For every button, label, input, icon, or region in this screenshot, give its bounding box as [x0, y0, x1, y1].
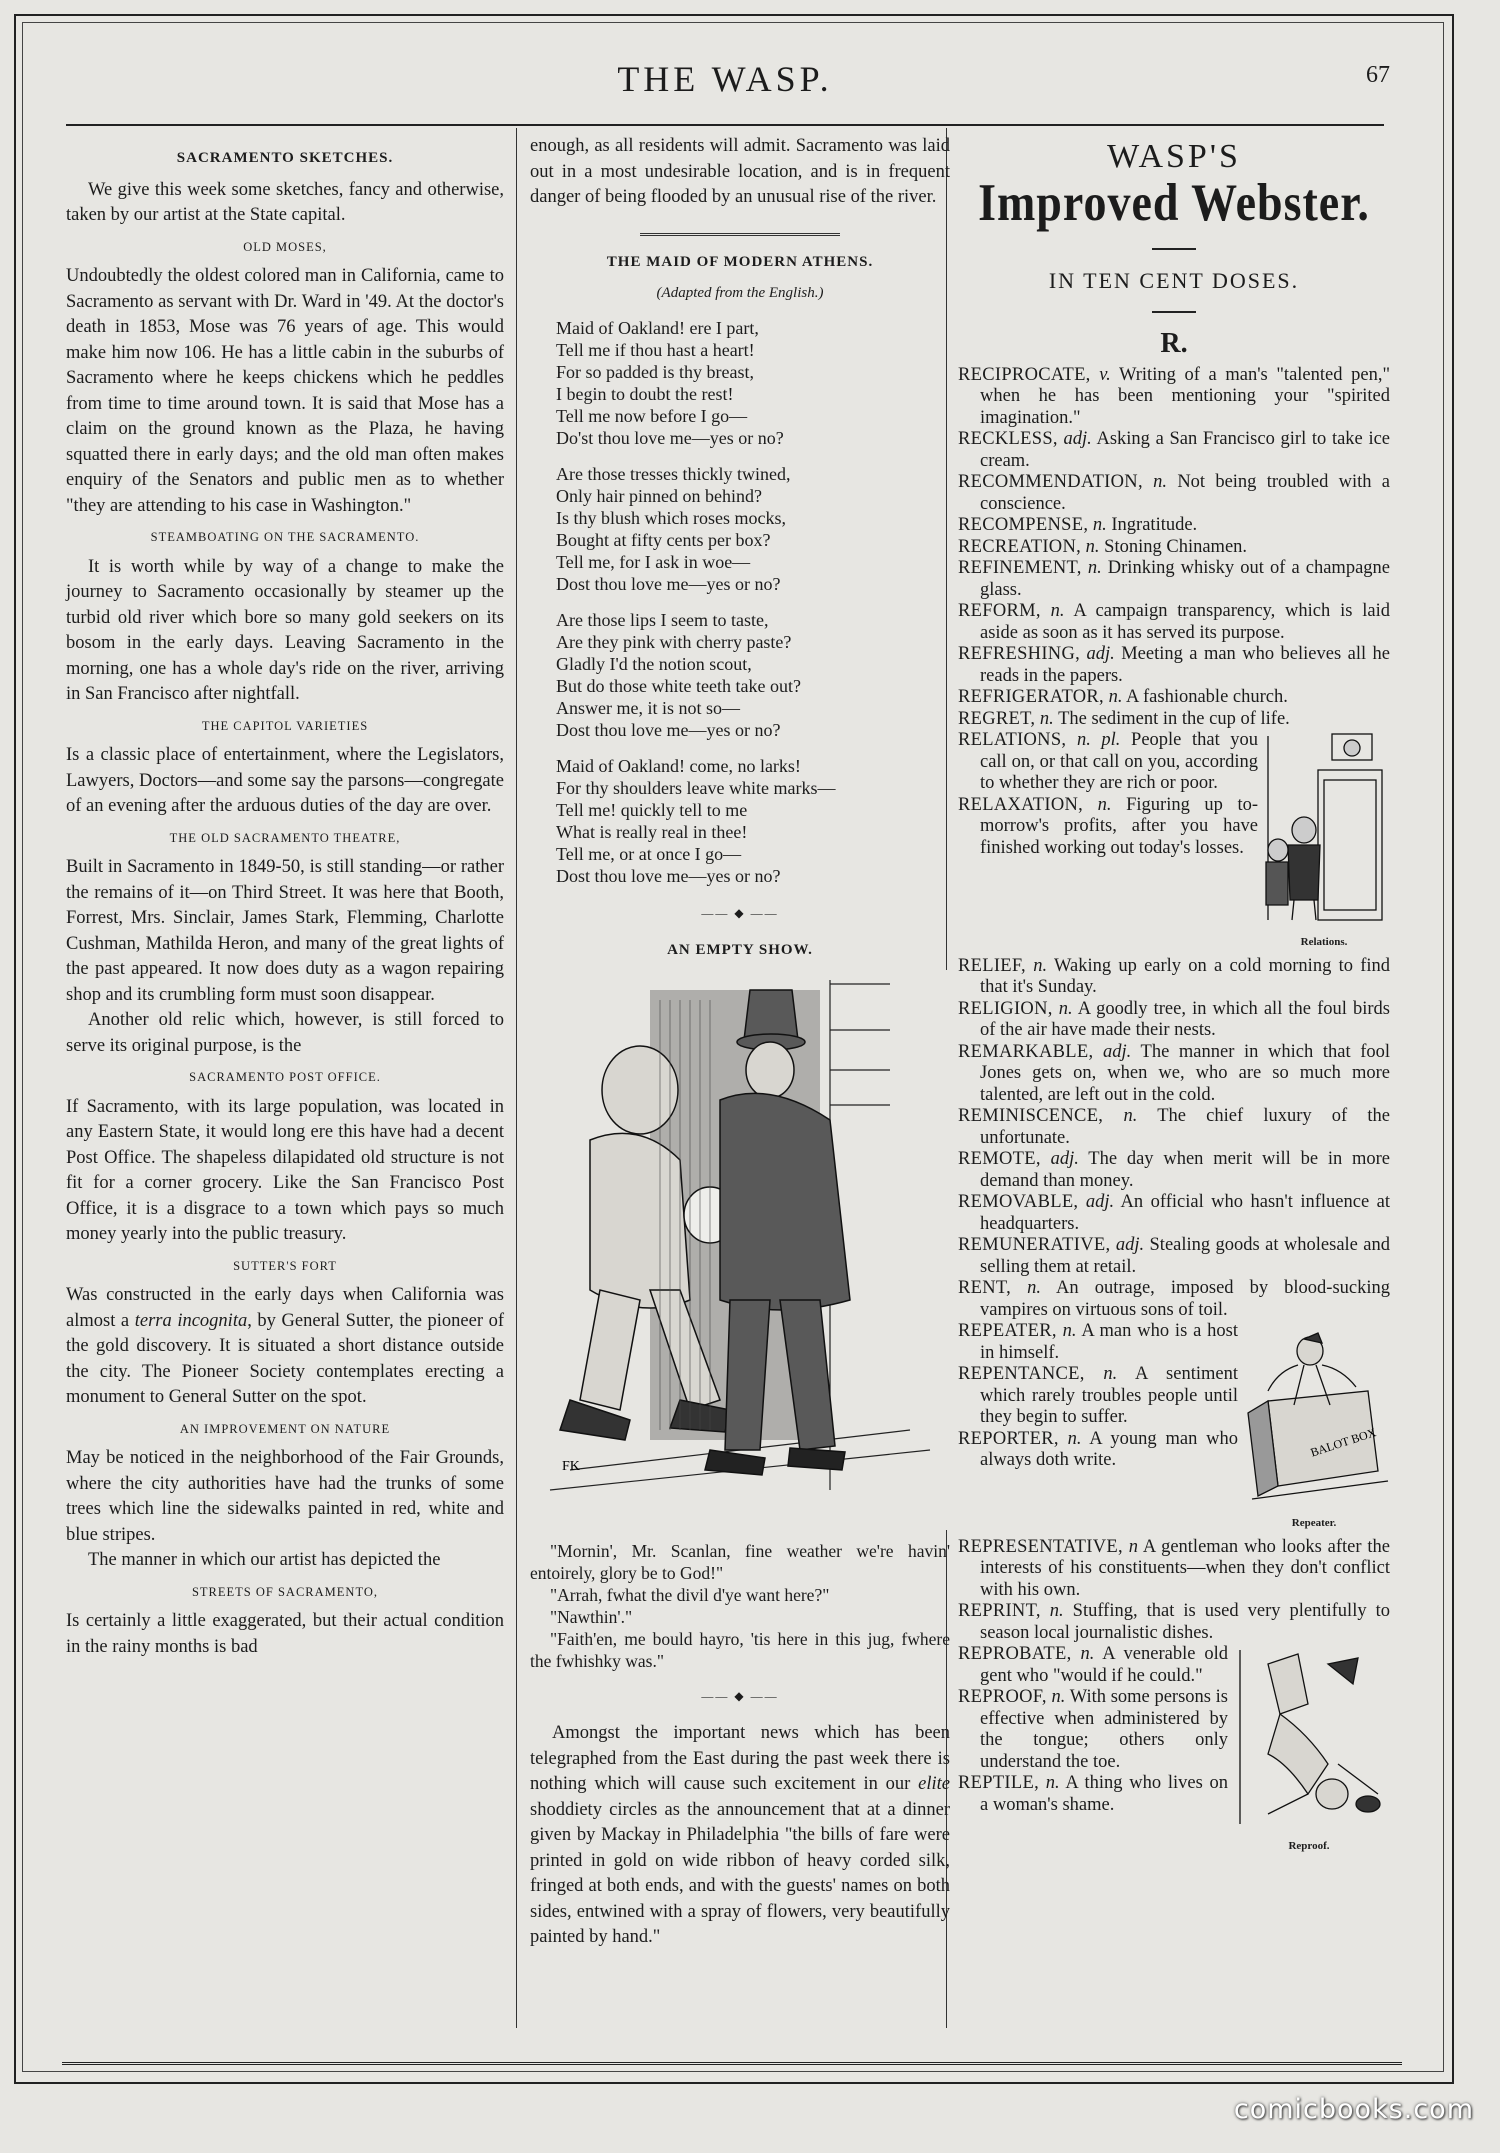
entry-def: A man who is a host in himself. [980, 1321, 1238, 1363]
entry-pos: n [1128, 1536, 1139, 1557]
text-run: Amongst the important news which has been telegraphed from the East during the past week there is nothing which will cause such excitement in our [530, 1723, 950, 1794]
poem-title: THE MAID OF MODERN ATHENS. [606, 253, 874, 270]
definition-entry [958, 537, 1390, 559]
column-rule-1 [516, 128, 517, 2028]
entry-term: REMUNERATIVE, [958, 1235, 1111, 1255]
entry-pos: n. pl. [1076, 730, 1121, 750]
entry-pos: n. [1049, 1601, 1064, 1621]
entry-pos: adj. [1086, 644, 1115, 664]
repeater-block [958, 1321, 1390, 1537]
subhead-improvement: AN IMPROVEMENT ON NATURE [179, 1421, 391, 1436]
poem-line: Tell me, or at once I go— [556, 843, 742, 864]
entry-term: REFRIGERATOR, [958, 687, 1104, 707]
definition-entry [958, 1042, 1390, 1107]
ornament-dot-rule: —— ◆ —— [701, 905, 779, 920]
poem-line: Tell me if thou hast a heart! [556, 339, 755, 360]
entry-term: REPEATER, [958, 1321, 1057, 1341]
italic-run: terra incognita [134, 1310, 248, 1331]
cartoon-illustration [530, 970, 950, 1530]
cartoon-empty-show [530, 970, 950, 1530]
poem-line: For so padded is thy breast, [556, 361, 754, 382]
poem-line: But do those white teeth take out? [556, 675, 801, 696]
reproof-illustration [1228, 1644, 1390, 1834]
paragraph-old-theatre: Built in Sacramento in 1849-50, is still standing—or rather the remains of it—on Third Street. It was here that Booth, Forrest, Mrs. Sinclair, James Stark, Flemming, Charlotte Cushman, Mathilda Heron, and many of the great lights of the past appeared. It now does duty as a wagon repairing shop and its crumbling form must soon disappear. [66, 857, 504, 1005]
entry-term: REPENTANCE, [958, 1364, 1085, 1384]
entry-def: Meeting a man who believes all he reads in the papers. [980, 644, 1391, 686]
column-middle [530, 134, 950, 1951]
entry-def: The day when merit will be in more demand than money. [980, 1149, 1391, 1191]
entry-pos: adj. [1115, 1235, 1145, 1255]
ornament-rule [640, 233, 840, 236]
definition-entry [958, 956, 1390, 999]
poem-line: Are those lips I seem to taste, [556, 609, 769, 630]
entry-term: REMOTE, [958, 1149, 1041, 1169]
entry-term: REMINISCENCE, [958, 1106, 1104, 1126]
paragraph-capitol-varieties: Is a classic place of entertainment, where the Legislators, Lawyers, Doctors—and some say the parsons—congregate of an evening after the arduous duties of the day are over. [66, 745, 504, 816]
definition-entry [958, 1106, 1390, 1149]
entry-term: RELIEF, [958, 955, 1026, 976]
cartoon-dialog [530, 1540, 950, 1672]
definition-entry [958, 795, 1258, 860]
cartoon-title: AN EMPTY SHOW. [667, 942, 813, 958]
entry-term: REGRET, [958, 708, 1036, 729]
entry-pos: n. [1062, 1321, 1077, 1341]
entry-term: REPORTER, [958, 1428, 1059, 1449]
entry-def: Writing of a man's "talented pen," when he has been mentioning your "spirited imagination." [980, 364, 1391, 428]
article-intro: We give this week some sketches, fancy and otherwise, taken by our artist at the State capital. [66, 179, 504, 225]
entry-def: A young man who always doth write. [980, 1428, 1239, 1470]
entry-def: Not being troubled with a conscience. [980, 472, 1391, 514]
entry-pos: n. [1067, 1428, 1082, 1449]
entry-def: An outrage, imposed by blood-sucking vampires on virtuous sons of toil. [980, 1278, 1391, 1320]
entry-pos: n. [1153, 472, 1168, 492]
column-improved-webster [958, 134, 1390, 1860]
header-rule [66, 124, 1384, 126]
short-rule [1152, 248, 1196, 250]
definition-list-4 [958, 1321, 1238, 1537]
definition-entry [958, 558, 1390, 601]
entry-def: A venerable old gent who "would if he could." [980, 1644, 1228, 1686]
entry-pos: adj. [1103, 1041, 1132, 1062]
poem-stanza-3 [530, 609, 950, 741]
definition-entry [958, 644, 1390, 687]
paragraph-streets: Is certainly a little exaggerated, but their actual condition in the rainy months is bad [66, 1611, 504, 1657]
definition-list-2 [958, 730, 1258, 956]
entry-def: Waking up early on a cold morning to find that it's Sunday. [980, 955, 1391, 997]
subhead-old-theatre: THE OLD SACRAMENTO THEATRE, [169, 830, 401, 845]
poem-line: Only hair pinned on behind? [556, 485, 762, 506]
definition-entry [958, 1773, 1228, 1816]
italic-run: elite [918, 1774, 950, 1794]
subhead-post-office: SACRAMENTO POST OFFICE. [189, 1070, 381, 1084]
entry-term: RECIPROCATE, [958, 364, 1091, 385]
entry-pos: n. [1087, 558, 1102, 578]
entry-def: With some persons is effective when administered by the tongue; others only understand the toe. [980, 1687, 1228, 1772]
repeater-caption: Repeater. [1291, 1517, 1337, 1529]
entry-def: Stoning Chinamen. [1104, 536, 1248, 557]
definition-entry [958, 1364, 1238, 1429]
entry-term: RELATIONS, [958, 730, 1067, 750]
poem-line: I begin to doubt the rest! [556, 383, 734, 404]
definition-entry [958, 687, 1390, 709]
entry-def: A campaign transparency, which is laid aside as soon as it has served its purpose. [980, 601, 1391, 643]
paragraph-steamboating: It is worth while by way of a change to make the journey to Sacramento occasionally by steamer up the turbid old river which bore so many gold seekers on its bosom in the early days. Leaving Sacramento in the morning, one has a whole day's ride on the river, arriving in San Francisco after nightfall. [66, 556, 504, 704]
site-watermark: comicbooks.com [1233, 2094, 1474, 2125]
entry-def: A gentleman who looks after the interests of his constituents—when they don't conflict with his own. [980, 1536, 1391, 1600]
definition-list-3 [958, 956, 1390, 1322]
definition-entry [958, 1235, 1390, 1278]
definition-entry [958, 1644, 1228, 1687]
poem-line: Gladly I'd the notion scout, [556, 653, 752, 674]
relations-block [958, 730, 1390, 956]
entry-def: Stealing goods at wholesale and selling them at retail. [980, 1235, 1391, 1277]
entry-pos: n. [1080, 1644, 1095, 1664]
entry-def: People that you call on, or that call on you, according to whether they are rich or poor. [980, 730, 1259, 793]
poem-line: Dost thou love me—yes or no? [556, 719, 781, 740]
definition-entry [958, 429, 1390, 472]
relations-figure [1258, 730, 1390, 956]
definition-entry [958, 1687, 1228, 1773]
reproof-figure [1228, 1644, 1390, 1860]
entry-term: REFRESHING, [958, 644, 1081, 664]
definition-entry [958, 472, 1390, 515]
subhead-capitol-varieties: THE CAPITOL VARIETIES [201, 718, 369, 733]
subhead-streets: STREETS OF SACRAMENTO, [191, 1584, 379, 1599]
entry-term: REPROBATE, [958, 1644, 1072, 1664]
paragraph-artist: The manner in which our artist has depicted the [88, 1550, 441, 1570]
definition-list-6 [958, 1644, 1228, 1860]
webster-kicker: WASP'S [1107, 138, 1241, 175]
entry-def: The chief luxury of the unfortunate. [980, 1106, 1391, 1148]
subhead-sutters-fort: SUTTER'S FORT [233, 1258, 337, 1273]
poem-subtitle: (Adapted from the English.) [656, 285, 824, 301]
paragraph-old-moses: Undoubtedly the oldest colored man in California, came to Sacramento as servant with Dr. Ward in '49. At the doctor's death in 1853, Mose was 76 years of age. This would make him now 106. He has a little cabin in the suburbs of Sacramento where he keeps chickens which he peddles from time to time around town. It is said that Mose has a claim on the ground known as the Plaza, he having squatted there in early days; and the old man often makes enquiry of the Senators and public men as to whether "they are attending to his case in Washington." [66, 266, 504, 516]
definition-list-1 [958, 365, 1390, 731]
subhead-old-moses: OLD MOSES, [243, 239, 327, 254]
subhead-steamboating: STEAMBOATING ON THE SACRAMENTO. [150, 530, 420, 544]
entry-term: REMOVABLE, [958, 1192, 1079, 1212]
definition-entry [958, 515, 1390, 537]
definition-entry [958, 1278, 1390, 1321]
page-number: 67 [1366, 62, 1390, 88]
poem-line: For thy shoulders leave white marks— [556, 777, 836, 798]
paragraph-old-relic: Another old relic which, however, is still forced to serve its original purpose, is the [66, 1010, 504, 1056]
entry-def: The sediment in the cup of life. [1058, 708, 1290, 729]
entry-term: REMARKABLE, [958, 1041, 1094, 1062]
definition-entry [958, 1429, 1238, 1472]
definition-entry [958, 365, 1390, 430]
entry-pos: adj. [1050, 1149, 1079, 1169]
definition-entry [958, 709, 1390, 731]
definition-entry [958, 999, 1390, 1042]
entry-pos: adj. [1063, 429, 1092, 449]
masthead [60, 58, 1390, 108]
entry-term: REFORM, [958, 601, 1041, 621]
entry-term: RELIGION, [958, 998, 1053, 1019]
entry-pos: n. [1123, 1106, 1138, 1126]
poem-stanza-2 [530, 463, 950, 595]
entry-pos: n. [1050, 601, 1065, 621]
definition-entry [958, 730, 1258, 795]
entry-def: Drinking whisky out of a champagne glass. [980, 558, 1390, 600]
entry-def: The manner in which that fool Jones gets on, when we, who are so much more talented, are left out in the cold. [980, 1041, 1390, 1105]
entry-term: REPRESENTATIVE, [958, 1536, 1123, 1557]
poem-line: Answer me, it is not so— [556, 697, 740, 718]
entry-def: Stuffing, that is used very plentifully to season local journalistic dishes. [980, 1601, 1390, 1643]
poem-line: Maid of Oakland! ere I part, [556, 317, 759, 338]
entry-def: Figuring up to-morrow's profits, after you have finished working out today's losses. [980, 794, 1259, 858]
dialog-line: "Mornin', Mr. Scanlan, fine weather we're havin' entoirely, glory be to God!" [530, 1540, 950, 1583]
paragraph-improvement: May be noticed in the neighborhood of the Fair Grounds, where the city authorities have had the trunks of some trees which line the sidewalks painted in red, white and blue stripes. [66, 1448, 504, 1545]
paragraph-sutters-fort [66, 1283, 504, 1411]
poem-line: Tell me! quickly tell to me [556, 799, 748, 820]
article-heading: SACRAMENTO SKETCHES. [176, 150, 394, 166]
entry-pos: n. [1103, 1364, 1118, 1384]
entry-term: REPRINT, [958, 1601, 1041, 1621]
entry-term: REPTILE, [958, 1773, 1040, 1793]
relations-illustration [1258, 730, 1390, 930]
poem-line: Do'st thou love me—yes or no? [556, 427, 784, 448]
entry-pos: n. [1097, 794, 1112, 815]
entry-def: An official who hasn't influence at headquarters. [980, 1192, 1390, 1234]
entry-pos: n. [1027, 1278, 1041, 1298]
column-sacramento-sketches [66, 134, 504, 1660]
entry-def: A sentiment which rarely troubles people until they begin to suffer. [980, 1364, 1238, 1427]
poem-stanza-4 [530, 755, 950, 887]
short-rule [1152, 311, 1196, 313]
ballot-box-text: BALOT BOX [1308, 1425, 1378, 1460]
poem-line: Is thy blush which roses mocks, [556, 507, 786, 528]
text-run: shoddiety circles as the announcement that at a dinner given by Mackay in Philadelphia "the bills of fare were printed in gold on wide ribbon of heavy corded silk, fringed at both ends, and with the guests' names on both sides, entwined with a spray of flowers, very beautifully painted by hand." [530, 1799, 950, 1947]
definition-entry [958, 1321, 1238, 1364]
text-run: , by General Sutter, the pioneer of the gold discovery. It is situated a short distance outside the city. The Pioneer Society contemplates erecting a monument to General Sutter on the spot. [66, 1310, 504, 1407]
poem-line: Are they pink with cherry paste? [556, 631, 792, 652]
entry-pos: adj. [1085, 1192, 1115, 1212]
entry-pos: n. [1108, 687, 1123, 707]
entry-def: A fashionable church. [1126, 687, 1288, 707]
entry-term: REPROOF, [958, 1687, 1047, 1707]
entry-pos: n. [1058, 998, 1073, 1019]
entry-def: Ingratitude. [1111, 515, 1198, 535]
entry-pos: n. [1085, 536, 1100, 557]
definition-entry [958, 1192, 1390, 1235]
poem-line: What is really real in thee! [556, 821, 748, 842]
entry-pos: n. [1045, 1773, 1060, 1793]
paragraph-continuation: enough, as all residents will admit. Sacramento was laid out in a most undesirable location, and is in frequent danger of being flooded by an unusual rise of the river. [530, 136, 950, 207]
entry-term: RECOMMENDATION, [958, 472, 1143, 492]
entry-term: RECKLESS, [958, 429, 1058, 449]
poem-line: Maid of Oakland! come, no larks! [556, 755, 801, 776]
entry-pos: n. [1033, 955, 1048, 976]
definition-list-5 [958, 1537, 1390, 1645]
webster-subtitle: IN TEN CENT DOSES. [1048, 267, 1300, 293]
dialog-line: "Nawthin'." [550, 1606, 633, 1627]
poem-line: Tell me, for I ask in woe— [556, 551, 751, 572]
entry-term: RELAXATION, [958, 794, 1084, 815]
text-run: Was constructed in the early days when California was almost a [66, 1285, 504, 1331]
poem-line: Tell me now before I go— [556, 405, 748, 426]
ornament-dot-rule: —— ◆ —— [701, 1688, 779, 1703]
footer-rule [62, 2062, 1402, 2065]
dialog-line: "Faith'en, me bould hayro, 'tis here in this jug, fwhere the fwhishky was." [530, 1628, 950, 1671]
poem-stanza-1 [530, 317, 950, 449]
cartoon-signature: FK [562, 1458, 580, 1474]
webster-title: Improved Webster. [978, 172, 1370, 232]
poem-line: Bought at fifty cents per box? [556, 529, 771, 550]
entry-pos: n. [1051, 1687, 1066, 1707]
reproof-block [958, 1644, 1390, 1860]
poem-line: Dost thou love me—yes or no? [556, 865, 781, 886]
entry-term: RECREATION, [958, 536, 1082, 557]
reproof-caption: Reproof. [1288, 1840, 1330, 1852]
paragraph-news [530, 1721, 950, 1951]
entry-term: REFINEMENT, [958, 558, 1082, 578]
entry-def: A thing who lives on a woman's shame. [980, 1773, 1229, 1815]
entry-pos: v. [1099, 364, 1111, 385]
entry-pos: n. [1039, 708, 1054, 729]
definition-entry [958, 1149, 1390, 1192]
repeater-illustration [1238, 1321, 1390, 1511]
entry-pos: n. [1092, 515, 1107, 535]
entry-term: RENT, [958, 1278, 1012, 1298]
masthead-title: THE WASP. [617, 59, 833, 99]
entry-term: RECOMPENSE, [958, 515, 1089, 535]
section-letter: R. [1160, 328, 1188, 359]
entry-def: A goodly tree, in which all the foul birds of the air have made their nests. [980, 998, 1391, 1040]
repeater-figure [1238, 1321, 1390, 1537]
paragraph-post-office: If Sacramento, with its large population, was located in any Eastern State, it would long ere this have had a decent Post Office. The shapeless dilapidated old structure is not fit for a corner grocery. Like the San Francisco Post Office, it is a disgrace to a town which pays so much money yearly into the public treasury. [66, 1096, 504, 1244]
definition-entry [958, 1537, 1390, 1602]
poem-line: Are those tresses thickly twined, [556, 463, 791, 484]
definition-entry [958, 1601, 1390, 1644]
relations-caption: Relations. [1300, 936, 1348, 948]
definition-entry [958, 601, 1390, 644]
entry-def: Asking a San Francisco girl to take ice cream. [980, 429, 1391, 471]
dialog-line: "Arrah, fwhat the divil d'ye want here?" [550, 1584, 830, 1605]
poem-line: Dost thou love me—yes or no? [556, 573, 781, 594]
